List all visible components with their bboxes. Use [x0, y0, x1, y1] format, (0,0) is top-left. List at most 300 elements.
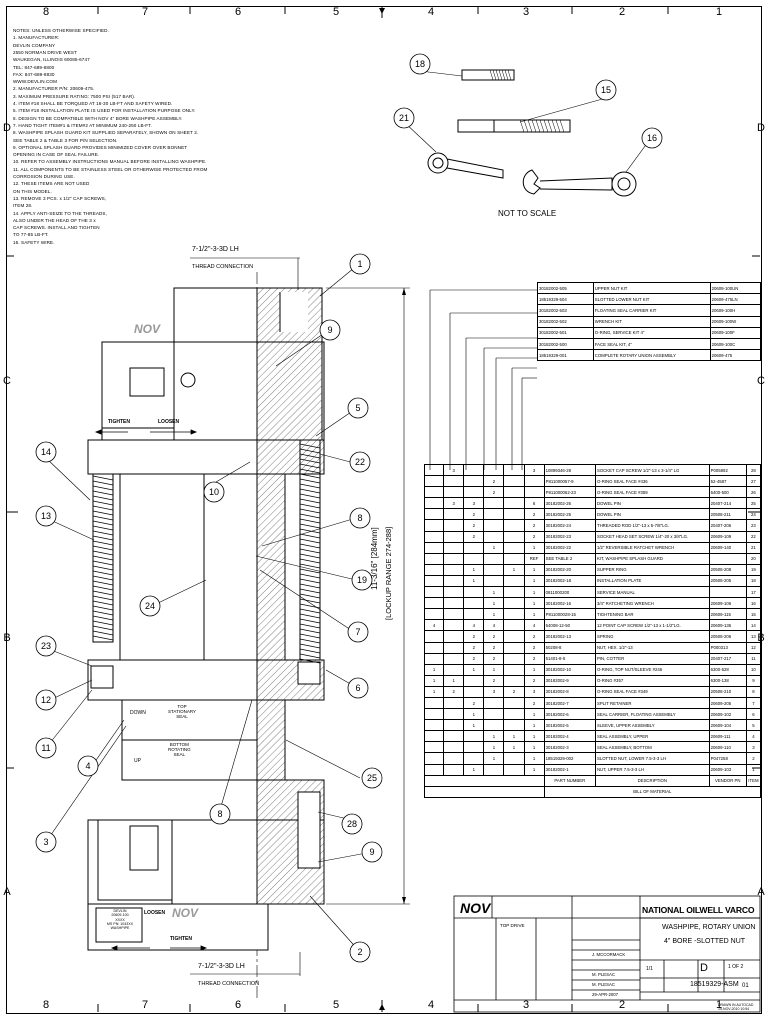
bom-qty-cell: [425, 598, 444, 609]
bom-qty-cell: [504, 575, 524, 586]
bom-row: [425, 753, 761, 764]
note-line: 13. REMOVE 3 PCS. x 1/2" CAP SCREWS,: [13, 195, 107, 201]
bom-cell-desc: SOCKET HEAD SET SCREW 1/4"-20 x 3/8"LG.: [595, 531, 709, 542]
bom-cell-vendor: P047258: [709, 753, 746, 764]
bom-row: [425, 575, 761, 586]
bom-row: [425, 742, 761, 753]
bom-row: [425, 520, 761, 531]
thread-top-label: 7-1/2"-3-3D LH: [192, 246, 239, 253]
note-line: 2. MANUFACTURER P/N: 20609-475.: [13, 86, 95, 92]
bom-qty-cell: 1: [464, 664, 484, 675]
bom-qty-cell: 3: [524, 465, 544, 476]
bom-qty-cell: [444, 542, 464, 553]
callout-balloon: [362, 768, 382, 788]
loosen-label: LOOSEN: [158, 419, 180, 425]
kit-row: [538, 305, 761, 316]
zone-bottom-2: 2: [618, 999, 626, 1011]
bom-qty-cell: 1: [524, 720, 544, 731]
callout-number: 6: [355, 683, 361, 693]
bom-cell-part: 30182002-24: [544, 520, 595, 531]
bom-qty-cell: [504, 520, 524, 531]
lockup-range-label: [LOCKUP RANGE 274-288]: [384, 526, 393, 620]
bom-cell-item: 7: [746, 697, 760, 708]
bom-qty-cell: [425, 487, 444, 498]
bom-row: [425, 509, 761, 520]
bom-row: [425, 487, 761, 498]
kit-cell-desc: WRENCH KIT: [593, 316, 710, 327]
zone-top-3: 3: [522, 6, 530, 18]
bom-qty-cell: [425, 564, 444, 575]
bom-qty-cell: 2: [484, 653, 504, 664]
bom-qty-cell: 2: [464, 531, 484, 542]
bom-cell-item: 12: [746, 642, 760, 653]
bom-cell-vendor: 20508-210: [709, 686, 746, 697]
bom-qty-cell: [444, 531, 464, 542]
bom-qty-cell: [425, 498, 444, 509]
bom-row: [425, 587, 761, 598]
callout-balloon: [642, 128, 662, 148]
bom-qty-cell: 1: [464, 720, 484, 731]
bom-cell-vendor: 6300-138: [709, 675, 746, 686]
note-line: WAUKEGAN, ILLINOIS 60085-6747: [13, 57, 90, 63]
note-line: ITEM 28.: [13, 203, 33, 209]
bom-qty-cell: [444, 520, 464, 531]
bom-qty-cell: [484, 465, 504, 476]
bom-cell-desc: SOCKET CAP SCREW 1/2"-13 x 3-1/4" LG: [595, 465, 709, 476]
bom-row: [425, 764, 761, 775]
bom-header-part: PART NUMBER: [544, 775, 595, 786]
bom-qty-cell: 2: [444, 686, 464, 697]
bom-qty-cell: 2: [524, 631, 544, 642]
callout-number: 12: [40, 695, 52, 705]
bom-qty-cell: 2: [484, 476, 504, 487]
bom-qty-cell: [444, 564, 464, 575]
bom-cell-part: 30182002-26: [544, 498, 595, 509]
bom-cell-part: 54008-12-50: [544, 620, 595, 631]
bom-cell-vendor: 20508-211: [709, 509, 746, 520]
bom-qty-cell: [444, 575, 464, 586]
bom-cell-vendor: 6300-528: [709, 664, 746, 675]
bom-cell-part: 30182002-9: [544, 675, 595, 686]
bom-qty-cell: [504, 720, 524, 731]
kit-cell-part: 18519329-504: [538, 294, 594, 305]
bom-qty-cell: [444, 664, 464, 675]
bom-cell-part: 30182002-3: [544, 742, 595, 753]
note-line: 12. THESE ITEMS ARE NOT USED: [13, 181, 90, 187]
bom-qty-cell: [484, 697, 504, 708]
note-line: 2550 NORMAN DRIVE WEST: [13, 49, 77, 55]
bom-cell-part: 30182002-8: [544, 686, 595, 697]
bom-qty-cell: [504, 498, 524, 509]
bom-cell-desc: THREADED ROD 1/2"-13 x 5-7/8"LG.: [595, 520, 709, 531]
callout-number: 8: [357, 513, 363, 523]
callout-balloon: [36, 442, 56, 462]
bom-qty-cell: [444, 598, 464, 609]
callout-number: 9: [327, 325, 333, 335]
callout-balloon: [350, 452, 370, 472]
bom-row: [425, 553, 761, 564]
bom-qty-cell: [425, 531, 444, 542]
bom-cell-vendor: 20508-206: [709, 631, 746, 642]
callout-number: 13: [40, 511, 52, 521]
zone-left-B: B: [3, 632, 11, 644]
kit-cell-part: 30182002-500: [538, 338, 594, 349]
note-line: DEVLIN COMPANY: [13, 42, 56, 48]
bom-qty-cell: 1: [464, 575, 484, 586]
bom-row: [425, 598, 761, 609]
bom-cell-desc: SLOTTED NUT, LOWER 7.5-3-3 LH: [595, 753, 709, 764]
note-line: TEL: 847-689-8800: [13, 64, 55, 70]
bom-cell-item: 9: [746, 675, 760, 686]
zone-right-B: B: [757, 632, 765, 644]
note-line: 5. ITEM #18 INSTALLATION PLATE IS USED FOR INSTALLATION PURPOSE ONLY.: [13, 108, 196, 114]
kit-row: [538, 327, 761, 338]
kit-cell-part: 30182002-503: [538, 305, 594, 316]
bom-cell-part: 30182002-4: [544, 731, 595, 742]
callout-balloon: [342, 814, 362, 834]
drawing-title-line2: 4" BORE -SLOTTED NUT: [664, 938, 746, 945]
tighten-label: TIGHTEN: [108, 419, 130, 425]
callout-balloon: [352, 570, 372, 590]
bom-qty-cell: [425, 653, 444, 664]
bom-qty-cell: [504, 664, 524, 675]
bom-qty-cell: 3: [444, 465, 464, 476]
bom-qty-cell: [484, 720, 504, 731]
bom-cell-desc: SUPPER RING: [595, 564, 709, 575]
bom-qty-cell: 1: [524, 542, 544, 553]
note-line: ALSO UNDER THE HEAD OF THE 3 x: [13, 217, 96, 223]
bom-title: BILL OF MATERIAL: [544, 786, 760, 797]
bom-cell-item: 10: [746, 664, 760, 675]
bom-qty-cell: 1: [464, 709, 484, 720]
bom-qty-cell: 2: [524, 520, 544, 531]
callout-number: 22: [354, 457, 366, 467]
note-line: 8. WASHPIPE SPLASH GUARD KIT SUPPLIED SEPARATELY, SHOWN ON SHEET 2.: [13, 130, 199, 136]
bill-of-material-table: [424, 464, 761, 798]
bom-row: [425, 476, 761, 487]
bom-row: [425, 709, 761, 720]
bom-qty-cell: 1: [504, 564, 524, 575]
bom-qty-cell: [464, 742, 484, 753]
callout-balloon: [410, 54, 430, 74]
company-name: NATIONAL OILWELL VARCO: [642, 905, 755, 915]
bom-row: [425, 686, 761, 697]
zone-bottom-5: 5: [332, 999, 340, 1011]
callout-number: 4: [85, 761, 91, 771]
kit-cell-desc: O-RING, SERVICE KIT 4": [593, 327, 710, 338]
bom-qty-cell: 1: [524, 731, 544, 742]
note-line: CORROSION DURING USE.: [13, 174, 75, 179]
note-line: WWW.DEVLIN.COM: [13, 79, 58, 85]
bom-cell-part: 30182002-10: [544, 664, 595, 675]
bom-row: [425, 653, 761, 664]
kit-cell-vendor: 20609-100W: [710, 316, 760, 327]
bom-qty-cell: 1: [464, 564, 484, 575]
callout-number: 9: [369, 847, 375, 857]
product-label: TOP DRIVE: [500, 923, 525, 928]
bom-row: [425, 542, 761, 553]
bom-qty-cell: 1: [484, 587, 504, 598]
bom-qty-cell: [425, 720, 444, 731]
bom-qty-cell: 2: [524, 509, 544, 520]
kit-row: [538, 338, 761, 349]
bom-qty-cell: [484, 531, 504, 542]
bom-qty-cell: 1: [484, 742, 504, 753]
not-to-scale-label: NOT TO SCALE: [498, 209, 557, 218]
bom-qty-cell: [504, 675, 524, 686]
kit-cell-vendor: 20609-100C: [710, 338, 760, 349]
bom-qty-cell: [444, 487, 464, 498]
loosen-label-bottom: LOOSEN: [144, 910, 166, 916]
bom-cell-desc: SEAL ASSEMBLY, BOTTOM: [595, 742, 709, 753]
callout-number: 11: [41, 743, 51, 753]
bom-qty-cell: [425, 509, 444, 520]
bom-row: [425, 664, 761, 675]
devlin-label-plate: DEVLIN 20609-100 XXXX MS PN: 1043XX WASHPIPE: [106, 909, 134, 931]
scale: 1/1: [646, 966, 653, 972]
bom-qty-cell: [425, 742, 444, 753]
callout-number: 7: [355, 627, 361, 637]
bom-cell-item: 4: [746, 731, 760, 742]
bom-qty-cell: [425, 642, 444, 653]
bom-cell-item: 24: [746, 509, 760, 520]
bom-qty-cell: [504, 653, 524, 664]
bom-cell-part: 0811000200: [544, 587, 595, 598]
bom-qty-cell: 4: [464, 620, 484, 631]
note-line: TO 77-85 LB-FT.: [13, 232, 49, 238]
bom-cell-part: 30182002-5: [544, 720, 595, 731]
bom-qty-cell: [464, 553, 484, 564]
bom-qty-cell: [425, 542, 444, 553]
bom-cell-vendor: 20508-208: [709, 564, 746, 575]
note-line: CAP SCREWS. INSTALL AND TIGHTEN: [13, 225, 100, 231]
bom-title-row: [425, 786, 761, 797]
kit-table: [537, 282, 761, 361]
callout-number: 16: [646, 133, 658, 143]
bom-cell-item: 1: [746, 764, 760, 775]
thread-top-sub: THREAD CONNECTION: [192, 264, 254, 270]
bom-qty-cell: 2: [524, 653, 544, 664]
bom-qty-cell: [425, 575, 444, 586]
bom-row: [425, 498, 761, 509]
top-seal-label: TOP STATIONARY SEAL: [168, 704, 197, 719]
zone-top-6: 6: [234, 6, 242, 18]
bom-qty-cell: 2: [464, 697, 484, 708]
callout-number: 19: [356, 575, 368, 585]
zone-bottom-4: 4: [427, 999, 435, 1011]
bom-qty-cell: [524, 487, 544, 498]
bom-qty-cell: 1: [444, 675, 464, 686]
bom-row: [425, 465, 761, 476]
footer-stamp: DRAWN IN AUTOCAD 15-NOV-2010 10:54: [718, 1003, 754, 1011]
bom-cell-part: 30182002-6: [544, 709, 595, 720]
kit-cell-desc: UPPER NUT KIT: [593, 283, 710, 294]
bom-cell-vendor: 20609-136: [709, 620, 746, 631]
bom-qty-cell: [464, 542, 484, 553]
bom-qty-cell: [444, 642, 464, 653]
note-line: OPENING IN CASE OF SEAL FAILURE.: [13, 152, 100, 158]
bom-qty-cell: [425, 609, 444, 620]
bom-qty-cell: [444, 753, 464, 764]
zone-left-A: A: [3, 886, 11, 898]
bom-qty-cell: 2: [524, 697, 544, 708]
bom-qty-cell: 1: [425, 664, 444, 675]
callout-number: 3: [43, 837, 49, 847]
zone-top-1: 1: [715, 6, 723, 18]
callout-number: 25: [366, 773, 378, 783]
bom-qty-cell: [444, 476, 464, 487]
bom-cell-item: 28: [746, 465, 760, 476]
zone-left-D: D: [3, 122, 11, 134]
kit-cell-desc: COMPLETE ROTARY UNION ASSEMBLY: [593, 350, 710, 361]
bom-qty-cell: [464, 465, 484, 476]
bom-cell-vendor: 20609-110: [709, 742, 746, 753]
bom-qty-cell: [504, 587, 524, 598]
note-line: ON THIS MODEL.: [13, 188, 52, 194]
bom-qty-cell: 2: [484, 642, 504, 653]
bom-qty-cell: 2: [524, 675, 544, 686]
bom-cell-item: 13: [746, 631, 760, 642]
callout-balloon: [36, 506, 56, 526]
bom-qty-cell: [425, 476, 444, 487]
bom-cell-vendor: 6400-500: [709, 487, 746, 498]
bom-cell-item: 5: [746, 720, 760, 731]
bom-qty-cell: 1: [484, 731, 504, 742]
bom-qty-cell: 2: [464, 509, 484, 520]
bom-cell-vendor: 20407-206: [709, 520, 746, 531]
drawing-title-line1: WASHPIPE, ROTARY UNION: [662, 924, 756, 931]
bom-cell-vendor: 52-4587: [709, 476, 746, 487]
zone-top-2: 2: [618, 6, 626, 18]
note-line: 1. MANUFACTURER:: [13, 35, 60, 41]
bom-qty-cell: [504, 642, 524, 653]
bom-qty-cell: 1: [524, 753, 544, 764]
bom-row: [425, 609, 761, 620]
bom-qty-cell: 1: [524, 609, 544, 620]
bom-cell-desc: O-RING, TOP NUT/SLEEVE #246: [595, 664, 709, 675]
bom-cell-desc: O-RING SEAL FACE #359: [595, 487, 709, 498]
zone-bottom-6: 6: [234, 999, 242, 1011]
bom-qty-cell: [504, 753, 524, 764]
bom-qty-cell: [504, 553, 524, 564]
kit-cell-vendor: 20609-100F: [710, 327, 760, 338]
bom-qty-cell: 3: [444, 498, 464, 509]
nov-logo-emboss-bottom: NOV: [172, 906, 199, 920]
bom-cell-part: 30182002-1: [544, 764, 595, 775]
bom-cell-item: 21: [746, 542, 760, 553]
zone-top-5: 5: [332, 6, 340, 18]
sheet-size: D: [700, 962, 708, 974]
bom-qty-cell: [504, 465, 524, 476]
bom-qty-cell: 1: [524, 709, 544, 720]
zone-top-4: 4: [427, 6, 435, 18]
note-line: 10. REFER TO ASSEMBLY INSTRUCTIONS MANUAL BEFORE INSTALLING WASHPIPE.: [13, 159, 207, 165]
revision: 01: [742, 983, 749, 989]
bom-cell-part: 18519329-002: [544, 753, 595, 764]
bom-qty-cell: 1: [524, 575, 544, 586]
bom-cell-desc: 1/2" REVERSIBLE RATCHET WRENCH: [595, 542, 709, 553]
bom-row: [425, 731, 761, 742]
callout-number: 8: [217, 809, 223, 819]
callout-balloon: [348, 398, 368, 418]
bom-cell-part: 30182002-20: [544, 564, 595, 575]
bom-cell-desc: NUT, UPPER 7.5-3-3 LH: [595, 764, 709, 775]
bom-cell-item: 8: [746, 686, 760, 697]
bom-cell-desc: SLEEVE, UPPER ASSEMBLY: [595, 720, 709, 731]
callout-number: 15: [600, 85, 612, 95]
bom-qty-cell: 1: [504, 731, 524, 742]
bom-qty-cell: 2: [484, 631, 504, 642]
bom-qty-cell: [444, 720, 464, 731]
note-line: 7. HAND TIGHT ITEM#1 & ITEM#2 AT MINIMUM 240-250 LB-FT.: [13, 122, 152, 128]
bom-qty-cell: [425, 753, 444, 764]
bom-qty-cell: [444, 609, 464, 620]
bom-qty-cell: [444, 620, 464, 631]
bom-cell-vendor: 20609-205: [709, 697, 746, 708]
nov-logo: NOV: [460, 900, 491, 916]
bom-qty-cell: [504, 631, 524, 642]
zone-bottom-7: 7: [141, 999, 149, 1011]
bom-row: [425, 720, 761, 731]
bom-cell-item: 20: [746, 553, 760, 564]
bom-header-item: ITEM: [746, 775, 760, 786]
bom-qty-cell: [504, 476, 524, 487]
bom-qty-cell: [444, 587, 464, 598]
bom-cell-desc: PIN, COTTER: [595, 653, 709, 664]
bom-qty-cell: [444, 709, 464, 720]
bom-row: [425, 697, 761, 708]
sheet-number: 1 OF 2: [728, 964, 744, 970]
bom-cell-desc: SPRING: [595, 631, 709, 642]
kit-cell-vendor: 20609-100UN: [710, 283, 760, 294]
zone-top-7: 7: [141, 6, 149, 18]
bom-qty-cell: [444, 553, 464, 564]
bom-qty-cell: [504, 709, 524, 720]
bom-qty-cell: [464, 753, 484, 764]
callout-balloon: [348, 678, 368, 698]
bom-qty-cell: 1: [524, 664, 544, 675]
bom-cell-part: 10899346-28: [544, 465, 595, 476]
bom-qty-cell: [504, 764, 524, 775]
bom-qty-cell: [444, 509, 464, 520]
bom-qty-cell: 1: [484, 598, 504, 609]
thread-bottom-label: 7-1/2"-3-3D LH: [198, 963, 245, 970]
zone-bottom-3: 3: [522, 999, 530, 1011]
tighten-label-bottom: TIGHTEN: [170, 936, 192, 942]
bom-row: [425, 564, 761, 575]
kit-cell-part: 18519329-001: [538, 350, 594, 361]
bom-cell-desc: TIGHTENING BAR: [595, 609, 709, 620]
bom-qty-cell: 3: [524, 686, 544, 697]
bom-cell-vendor: 20508-205: [709, 575, 746, 586]
bom-cell-item: 3: [746, 742, 760, 753]
kit-cell-desc: FLOATING SEAL CARRIER KIT: [593, 305, 710, 316]
bom-qty-cell: 1: [484, 664, 504, 675]
bom-cell-item: 26: [746, 487, 760, 498]
bom-qty-cell: [464, 609, 484, 620]
bom-cell-vendor: 20609-103: [709, 764, 746, 775]
zone-bottom-8: 8: [42, 999, 50, 1011]
bom-cell-part: 50208-8: [544, 642, 595, 653]
bom-row: [425, 675, 761, 686]
bom-qty-cell: 2: [464, 631, 484, 642]
bom-qty-cell: [504, 542, 524, 553]
bom-cell-part: SEE TABLE 2: [544, 553, 595, 564]
bom-cell-desc: O-RING #357: [595, 675, 709, 686]
bom-cell-desc: SPLIT RETAINER: [595, 697, 709, 708]
zone-right-A: A: [757, 886, 765, 898]
bom-qty-cell: [464, 731, 484, 742]
